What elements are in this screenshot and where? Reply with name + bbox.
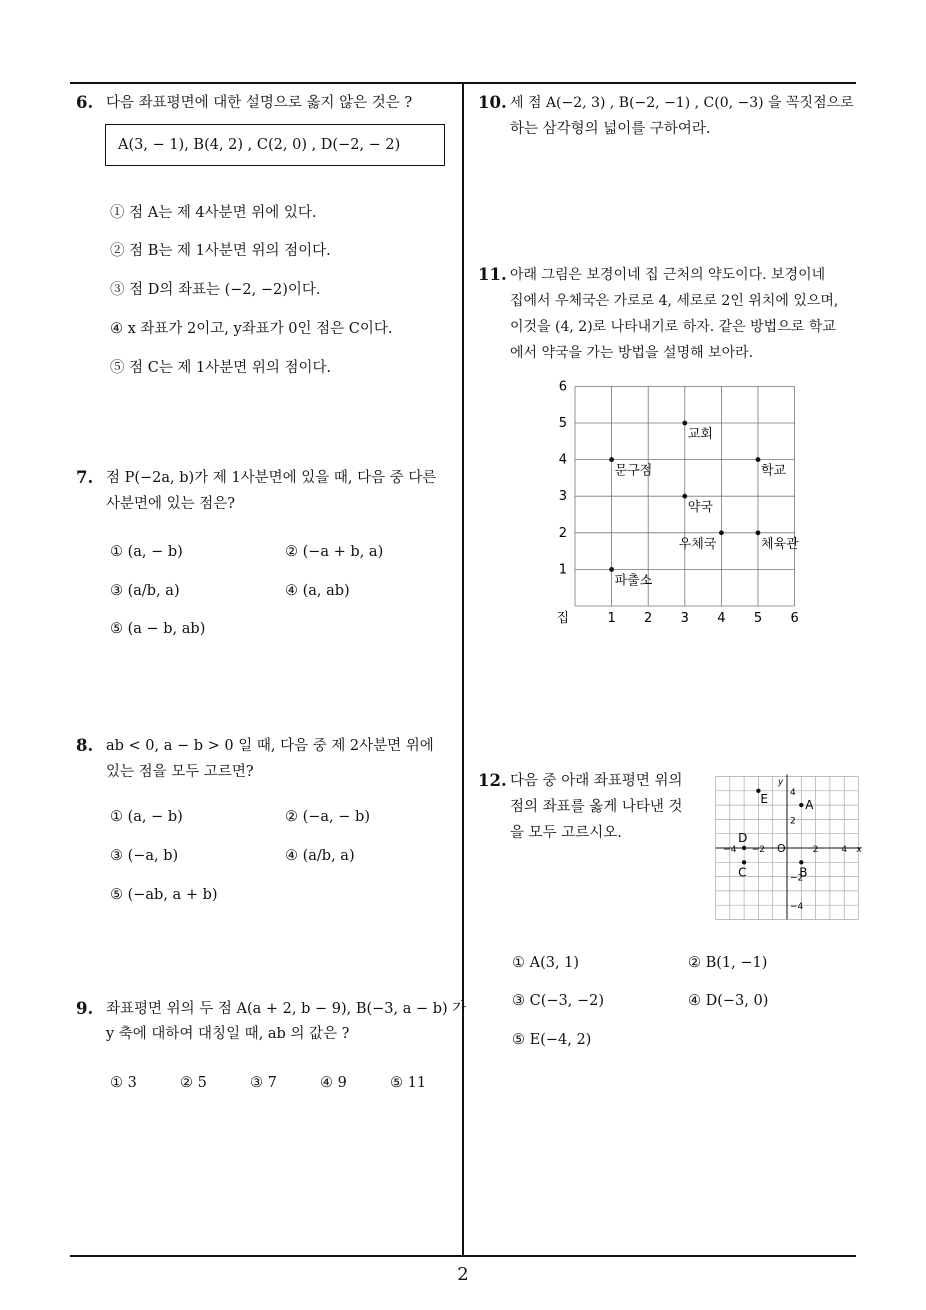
plot-point: [799, 860, 803, 864]
question-text-line-4: 에서 약국을 가는 방법을 설명해 보아라.: [510, 345, 754, 361]
place-point: [682, 494, 687, 499]
option-4[interactable]: ④ (a/b, a): [285, 848, 355, 864]
option-1[interactable]: ① (a, − b): [110, 544, 183, 560]
question-text-line-2: 사분면에 있는 점은?: [106, 496, 236, 512]
option-5[interactable]: ⑤ E(−4, 2): [512, 1032, 592, 1048]
x-tick-label: 1: [607, 611, 616, 626]
question-text-line-2: 하는 삼각형의 넓이를 구하여라.: [510, 121, 711, 137]
question-text-line-1: 세 점 A(−2, 3) , B(−2, −1) , C(0, −3) 을 꼭짓점으로: [510, 95, 854, 111]
option-3[interactable]: ③ C(−3, −2): [512, 993, 604, 1009]
option-1[interactable]: ① 3: [110, 1075, 137, 1091]
question-text-line-1: 점 P(−2a, b)가 제 1사분면에 있을 때, 다음 중 다른: [106, 470, 437, 486]
x-tick-label: 6: [790, 611, 799, 626]
place-point: [609, 457, 614, 462]
place-point: [609, 567, 614, 572]
question-number: 6.: [76, 93, 94, 112]
x-tick-label: −4: [723, 845, 737, 855]
x-tick-label: −2: [751, 845, 766, 855]
place-point: [682, 421, 687, 426]
x-tick-label: 4: [717, 611, 726, 626]
y-tick-label: 2: [790, 816, 796, 827]
y-tick-label: 3: [558, 489, 567, 505]
given-points-box: A(3, − 1), B(4, 2) , C(2, 0) , D(−2, − 2): [105, 124, 445, 166]
option-1[interactable]: ① (a, − b): [110, 809, 183, 825]
point-label: C: [738, 865, 747, 880]
y-tick-label: 1: [558, 562, 567, 578]
x-tick-label: 3: [680, 611, 689, 626]
option-1[interactable]: ① A(3, 1): [512, 955, 580, 971]
column-divider: [462, 82, 464, 1256]
question-text-line-1: 좌표평면 위의 두 점 A(a + 2, b − 9), B(−3, a − b) 가: [106, 1001, 467, 1017]
option-3[interactable]: ③ 점 D의 좌표는 (−2, −2)이다.: [110, 282, 321, 298]
origin-label: O: [777, 842, 786, 855]
place-label: 학교: [761, 463, 787, 479]
option-4[interactable]: ④ 9: [320, 1075, 347, 1091]
question-text-line-2: 점의 좌표를 옳게 나타낸 것: [510, 799, 683, 815]
x-tick-label: 2: [812, 845, 819, 855]
x-tick-label: 4: [841, 845, 848, 855]
x-axis-label: x: [856, 845, 862, 855]
option-5[interactable]: ⑤ 11: [390, 1075, 427, 1091]
origin-label: 집: [556, 611, 569, 626]
option-4[interactable]: ④ (a, ab): [285, 583, 350, 599]
question-text-line-3: 이것을 (4, 2)로 나타내기로 하자. 같은 방법으로 학교: [510, 319, 836, 335]
neighborhood-map: [555, 378, 825, 628]
option-3[interactable]: ③ (a/b, a): [110, 583, 180, 599]
option-2[interactable]: ② 점 B는 제 1사분면 위의 점이다.: [110, 243, 331, 259]
question-number: 11.: [478, 265, 507, 284]
place-point: [719, 530, 724, 535]
y-tick-label: 2: [558, 525, 567, 541]
option-4[interactable]: ④ x 좌표가 2이고, y좌표가 0인 점은 C이다.: [110, 321, 393, 337]
option-4[interactable]: ④ D(−3, 0): [688, 993, 769, 1009]
option-1[interactable]: ① 점 A는 제 4사분면 위에 있다.: [110, 205, 317, 221]
point-label: D: [738, 831, 748, 845]
question-text-line-2: 집에서 우체국은 가로로 4, 세로로 2인 위치에 있으며,: [510, 293, 839, 309]
question-text-line-3: 을 모두 고르시오.: [510, 825, 622, 841]
question-text: 다음 좌표평면에 대한 설명으로 옳지 않은 것은 ?: [106, 95, 413, 111]
point-label: E: [760, 791, 768, 806]
y-axis-label: y: [778, 777, 784, 788]
place-label: 체육관: [761, 536, 799, 552]
question-number: 9.: [76, 999, 94, 1018]
question-number: 12.: [478, 771, 507, 790]
option-2[interactable]: ② (−a, − b): [285, 809, 370, 825]
question-number: 10.: [478, 93, 507, 112]
option-5[interactable]: ⑤ (−ab, a + b): [110, 887, 218, 903]
option-2[interactable]: ② 5: [180, 1075, 207, 1091]
y-tick-label: −4: [790, 902, 804, 913]
option-5[interactable]: ⑤ (a − b, ab): [110, 621, 206, 637]
place-label: 우체국: [678, 536, 717, 552]
question-number: 8.: [76, 736, 94, 755]
option-3[interactable]: ③ 7: [250, 1075, 277, 1091]
y-tick-label: 4: [558, 452, 567, 468]
option-5[interactable]: ⑤ 점 C는 제 1사분면 위의 점이다.: [110, 360, 332, 376]
page-number: 2: [457, 1264, 469, 1285]
question-text-line-2: y 축에 대하여 대칭일 때, ab 의 값은 ?: [106, 1026, 350, 1042]
place-label: 교회: [687, 427, 713, 442]
question-number: 7.: [76, 468, 94, 487]
y-tick-label: −2: [790, 873, 804, 884]
place-label: 파출소: [614, 573, 653, 589]
x-tick-label: 2: [644, 611, 653, 626]
question-text-line-2: 있는 점을 모두 고르면?: [106, 764, 254, 780]
question-text-line-1: 다음 중 아래 좌표평면 위의: [510, 773, 683, 789]
y-tick-label: 6: [558, 379, 567, 395]
place-label: 문구점: [614, 463, 653, 479]
x-tick-label: 5: [753, 611, 763, 626]
coordinate-plane: [710, 770, 870, 930]
option-2[interactable]: ② B(1, −1): [688, 955, 768, 971]
place-point: [756, 457, 761, 462]
plot-point: [742, 860, 746, 864]
y-tick-label: 5: [558, 416, 567, 431]
place-point: [756, 530, 761, 535]
point-label: B: [799, 865, 808, 880]
option-2[interactable]: ② (−a + b, a): [285, 544, 384, 560]
question-text-line-1: 아래 그림은 보경이네 집 근처의 약도이다. 보경이네: [510, 267, 826, 283]
plot-point: [799, 803, 803, 807]
option-3[interactable]: ③ (−a, b): [110, 848, 179, 864]
question-text-line-1: ab < 0, a − b > 0 일 때, 다음 중 제 2사분면 위에: [106, 738, 434, 754]
point-label: A: [805, 798, 814, 813]
place-label: 약국: [687, 500, 713, 516]
plot-point: [742, 846, 746, 850]
y-tick-label: 4: [790, 787, 796, 798]
